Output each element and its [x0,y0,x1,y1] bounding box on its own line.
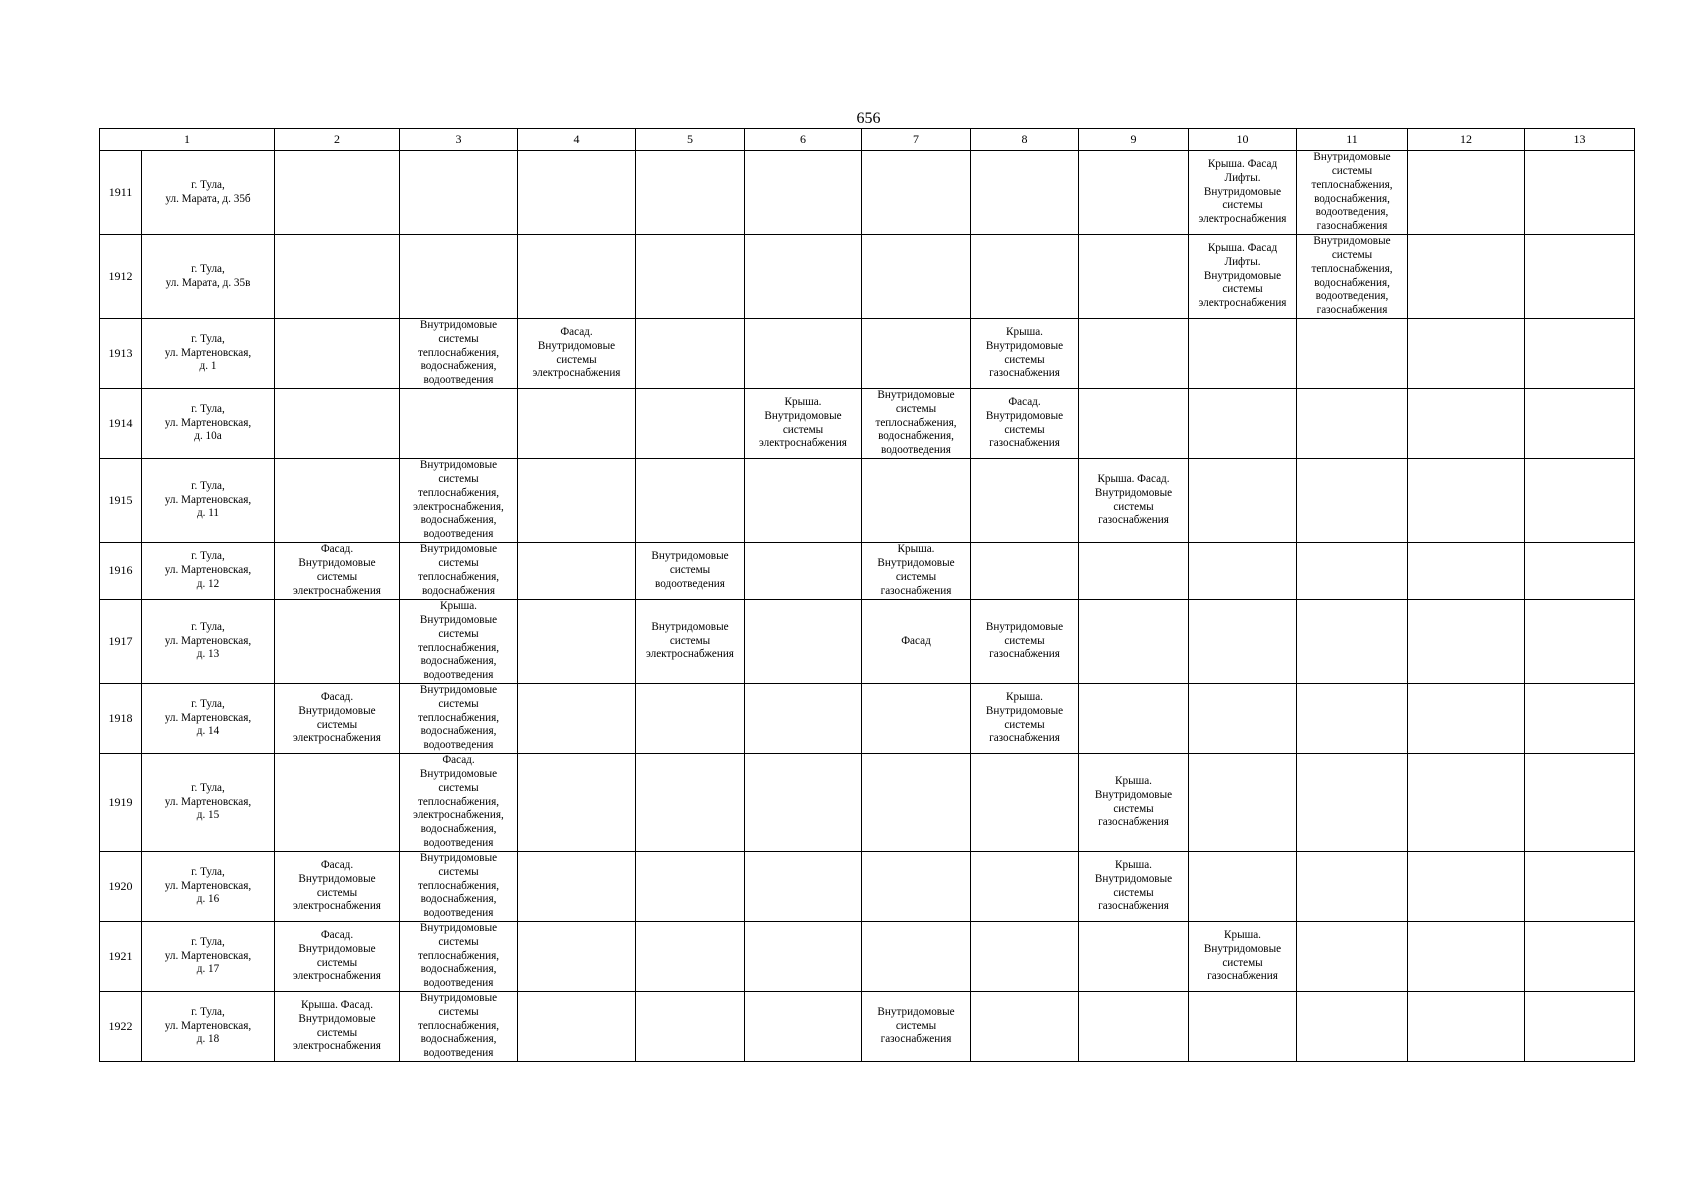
work-cell [1189,684,1297,754]
work-cell [400,600,518,684]
work-cell [971,922,1079,992]
work-cell [745,852,862,922]
column-header: 8 [971,129,1079,151]
work-cell [275,543,400,600]
row-number: 1915 [100,459,142,543]
work-text: Крыша. Фасад. Внутридомовые системы электроснабжения [293,998,381,1053]
work-cell [518,852,636,922]
work-cell [400,684,518,754]
work-cell [400,459,518,543]
table-row [100,852,1635,922]
work-cell [275,459,400,543]
work-text: Крыша. Внутридомовые системы газоснабжения [1094,774,1173,829]
work-cell [1408,319,1525,389]
work-cell [400,151,518,235]
work-cell [1525,600,1635,684]
work-text: Внутридомовые системы теплоснабжения, водоснабжения, водоотведения [417,852,500,920]
work-cell [1189,319,1297,389]
work-text: Крыша. Внутридомовые системы газоснабжения [1203,928,1282,983]
work-cell [275,922,400,992]
column-header: 6 [745,129,862,151]
work-cell [1408,389,1525,459]
address-cell [142,992,275,1062]
work-text: Фасад. Внутридомовые системы электроснабжения [532,325,621,380]
work-text: Внутридомовые системы теплоснабжения, водоснабжения, водоотведения [875,389,957,457]
work-text: Внутридомовые системы электроснабжения [646,620,734,661]
work-text: Внутридомовые системы теплоснабжения, водоснабжения, водоотведения, газоснабжения [1311,235,1393,317]
work-cell [862,235,971,319]
work-cell [518,459,636,543]
address-cell [142,922,275,992]
work-cell [1525,235,1635,319]
work-cell [745,319,862,389]
row-number: 1914 [100,389,142,459]
table-row [100,389,1635,459]
work-cell [1408,151,1525,235]
work-text: Фасад. Внутридомовые системы электроснабжения [293,543,381,597]
work-cell [971,600,1079,684]
work-cell [971,543,1079,600]
work-cell [1297,235,1408,319]
work-cell [400,319,518,389]
table-row [100,684,1635,754]
work-text: Крыша. Фасад. Внутридомовые системы газоснабжения [1094,472,1173,527]
address-cell [142,600,275,684]
work-cell [971,754,1079,852]
work-cell [636,389,745,459]
work-cell [745,235,862,319]
work-cell [862,543,971,600]
row-number: 1919 [100,754,142,852]
address-cell [142,319,275,389]
work-text: Фасад. Внутридомовые системы газоснабжения [985,395,1064,450]
work-cell [518,600,636,684]
work-text: Внутридомовые системы теплоснабжения, водоснабжения, водоотведения [417,319,500,387]
table-row [100,922,1635,992]
work-text: Внутридомовые системы теплоснабжения, водоснабжения, водоотведения [417,992,500,1060]
work-cell [400,235,518,319]
work-cell [1079,543,1189,600]
row-number: 1913 [100,319,142,389]
work-text: Внутридомовые системы теплоснабжения, водоснабжения, водоотведения [417,922,500,990]
work-cell [1408,852,1525,922]
work-cell [275,992,400,1062]
work-cell [636,600,745,684]
work-cell [518,754,636,852]
work-cell [1189,543,1297,600]
address-text: г. Тула, ул. Мартеновская, д. 11 [164,479,252,520]
work-cell [636,852,745,922]
address-cell [142,754,275,852]
column-header: 9 [1079,129,1189,151]
work-text: Фасад. Внутридомовые системы теплоснабжения, электроснабжения, водоснабжения, водоотведения [413,754,504,849]
header-row [100,129,1635,151]
work-cell [862,992,971,1062]
work-cell [745,922,862,992]
address-text: г. Тула, ул. Мартеновская, д. 16 [164,865,252,906]
table-row [100,151,1635,235]
work-cell [1189,922,1297,992]
work-cell [1297,543,1408,600]
work-text: Крыша. Внутридомовые системы газоснабжения [1094,858,1173,913]
work-cell [971,992,1079,1062]
column-header: 1 [100,129,275,151]
work-cell [1079,235,1189,319]
work-cell [862,684,971,754]
row-number: 1916 [100,543,142,600]
work-cell [1189,992,1297,1062]
address-text: г. Тула, ул. Мартеновская, д. 13 [164,620,252,661]
work-cell [636,319,745,389]
work-cell [971,684,1079,754]
address-cell [142,459,275,543]
work-cell [1297,151,1408,235]
work-cell [1189,754,1297,852]
work-cell [1079,151,1189,235]
work-cell [1408,922,1525,992]
work-cell [1079,922,1189,992]
work-cell [971,319,1079,389]
work-cell [971,852,1079,922]
work-cell [1079,319,1189,389]
work-cell [400,543,518,600]
table-row [100,992,1635,1062]
work-cell [1189,389,1297,459]
column-header: 3 [400,129,518,151]
work-cell [400,922,518,992]
table-row [100,754,1635,852]
work-cell [636,235,745,319]
work-cell [636,151,745,235]
work-cell [1297,389,1408,459]
work-cell [1408,754,1525,852]
row-number: 1912 [100,235,142,319]
work-text: Внутридомовые системы теплоснабжения, водоснабжения [417,543,500,597]
address-text: г. Тула, ул. Марата, д. 35б [165,178,251,205]
work-cell [636,992,745,1062]
page-number: 656 [856,110,881,127]
work-cell [1525,852,1635,922]
column-header: 10 [1189,129,1297,151]
work-cell [862,459,971,543]
column-header: 4 [518,129,636,151]
work-cell [275,600,400,684]
work-cell [1079,852,1189,922]
work-cell [275,389,400,459]
table-row [100,319,1635,389]
work-cell [636,543,745,600]
column-header: 7 [862,129,971,151]
work-cell [745,151,862,235]
address-text: г. Тула, ул. Мартеновская, д. 10а [164,402,252,443]
work-cell [1525,319,1635,389]
work-cell [275,151,400,235]
work-cell [1297,992,1408,1062]
work-cell [862,319,971,389]
work-cell [745,459,862,543]
address-cell [142,684,275,754]
work-cell [1079,389,1189,459]
work-cell [1297,684,1408,754]
row-number: 1920 [100,852,142,922]
work-cell [518,151,636,235]
work-text: Фасад [901,634,931,647]
address-text: г. Тула, ул. Мартеновская, д. 15 [164,781,252,822]
work-cell [1408,543,1525,600]
work-cell [1189,600,1297,684]
work-cell [1525,684,1635,754]
table-row [100,459,1635,543]
address-text: г. Тула, ул. Мартеновская, д. 17 [164,935,252,976]
work-text: Внутридомовые системы газоснабжения [985,620,1064,661]
work-cell [1297,319,1408,389]
work-cell [518,543,636,600]
table-row [100,235,1635,319]
work-cell [971,151,1079,235]
work-text: Внутридомовые системы теплоснабжения, водоснабжения, водоотведения, газоснабжения [1311,151,1393,233]
work-cell [518,684,636,754]
work-text: Внутридомовые системы газоснабжения [877,1005,955,1046]
work-cell [1297,754,1408,852]
work-cell [400,389,518,459]
work-cell [1408,992,1525,1062]
work-cell [745,992,862,1062]
work-cell [275,684,400,754]
work-cell [1297,459,1408,543]
work-cell [862,922,971,992]
column-header: 13 [1525,129,1635,151]
table-row [100,600,1635,684]
work-cell [636,684,745,754]
row-number: 1918 [100,684,142,754]
row-number: 1917 [100,600,142,684]
work-cell [1079,992,1189,1062]
work-cell [1189,235,1297,319]
work-text: Фасад. Внутридомовые системы электроснабжения [293,858,381,913]
work-cell [745,754,862,852]
address-text: г. Тула, ул. Мартеновская, д. 1 [164,332,252,373]
work-text: Крыша. Внутридомовые системы газоснабжения [985,325,1064,380]
address-text: г. Тула, ул. Мартеновская, д. 18 [164,1005,252,1046]
work-cell [1079,684,1189,754]
work-cell [1525,922,1635,992]
work-cell [1079,600,1189,684]
work-cell [636,459,745,543]
address-text: г. Тула, ул. Марата, д. 35в [165,262,251,289]
work-cell [745,684,862,754]
column-header: 12 [1408,129,1525,151]
work-cell [1525,389,1635,459]
work-cell [636,754,745,852]
address-cell [142,235,275,319]
work-text: Внутридомовые системы теплоснабжения, водоснабжения, водоотведения [417,684,500,752]
work-cell [1079,754,1189,852]
work-cell [745,600,862,684]
work-cell [636,922,745,992]
work-text: Внутридомовые системы водоотведения [651,550,729,590]
work-cell [971,235,1079,319]
work-text: Фасад. Внутридомовые системы электроснабжения [293,928,381,983]
work-text: Крыша. Внутридомовые системы газоснабжения [985,690,1064,745]
work-text: Фасад. Внутридомовые системы электроснабжения [293,690,381,745]
work-cell [518,235,636,319]
work-cell [275,754,400,852]
work-cell [400,754,518,852]
work-cell [1408,684,1525,754]
work-cell [745,543,862,600]
column-header: 11 [1297,129,1408,151]
work-cell [1525,992,1635,1062]
work-text: Крыша. Внутридомовые системы газоснабжения [877,543,955,597]
address-text: г. Тула, ул. Мартеновская, д. 14 [164,697,252,738]
work-cell [1525,459,1635,543]
work-cell [400,992,518,1062]
work-cell [862,852,971,922]
work-cell [1525,151,1635,235]
repair-schedule-table [99,128,1635,1062]
row-number: 1911 [100,151,142,235]
work-cell [275,852,400,922]
work-cell [1408,600,1525,684]
work-text: Крыша. Фасад Лифты. Внутридомовые системы электроснабжения [1198,158,1287,226]
work-cell [862,151,971,235]
row-number: 1921 [100,922,142,992]
work-cell [1189,151,1297,235]
work-cell [971,389,1079,459]
work-cell [745,389,862,459]
work-cell [862,389,971,459]
work-cell [971,459,1079,543]
work-text: Крыша. Внутридомовые системы электроснабжения [759,395,847,450]
work-cell [518,922,636,992]
work-cell [275,319,400,389]
column-header: 2 [275,129,400,151]
work-text: Крыша. Внутридомовые системы теплоснабжения, водоснабжения, водоотведения [417,600,500,682]
work-cell [518,319,636,389]
work-cell [1408,235,1525,319]
table-body [100,151,1635,1062]
work-cell [275,235,400,319]
work-cell [1408,459,1525,543]
work-cell [1525,754,1635,852]
work-cell [1297,852,1408,922]
work-cell [518,992,636,1062]
work-text: Внутридомовые системы теплоснабжения, электроснабжения, водоснабжения, водоотведения [413,459,504,541]
address-cell [142,151,275,235]
work-cell [1189,459,1297,543]
work-cell [518,389,636,459]
work-cell [1297,922,1408,992]
address-cell [142,852,275,922]
table-row [100,543,1635,600]
row-number: 1922 [100,992,142,1062]
address-cell [142,543,275,600]
address-text: г. Тула, ул. Мартеновская, д. 12 [164,550,252,590]
work-cell [1297,600,1408,684]
work-cell [400,852,518,922]
work-text: Крыша. Фасад Лифты. Внутридомовые системы электроснабжения [1198,242,1287,310]
work-cell [1189,852,1297,922]
work-cell [1079,459,1189,543]
address-cell [142,389,275,459]
column-header: 5 [636,129,745,151]
work-cell [1525,543,1635,600]
work-cell [862,600,971,684]
work-cell [862,754,971,852]
